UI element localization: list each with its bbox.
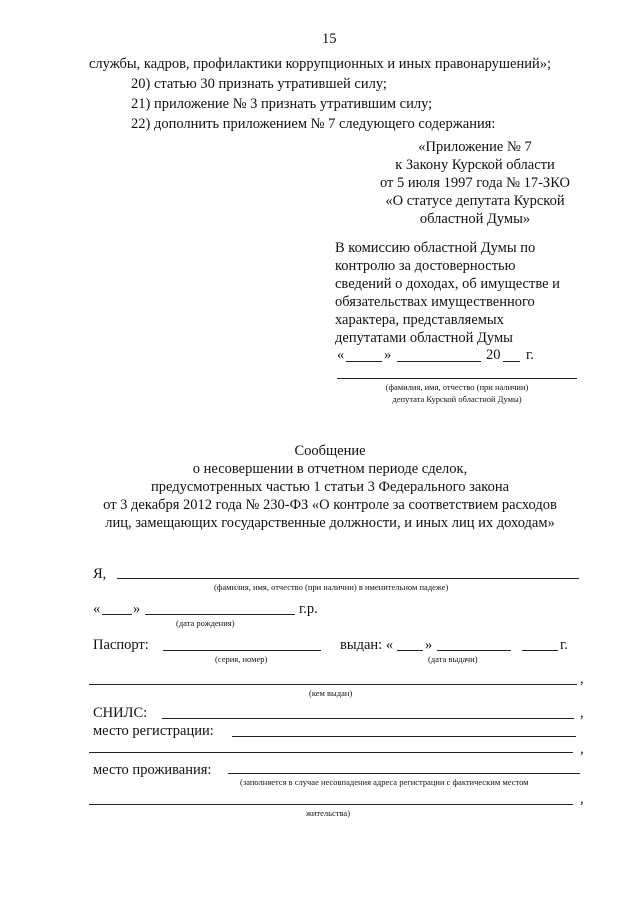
fio-hint: (фамилия, имя, отчество (при наличии) в именительном падеже) <box>214 582 449 592</box>
issued-by-field[interactable] <box>89 684 577 685</box>
sender-name-field[interactable] <box>337 378 577 379</box>
issued-month-field[interactable] <box>437 650 511 651</box>
appendix-header <box>355 138 595 228</box>
appendix-header-line-2: к Закону Курской области <box>395 157 555 173</box>
message-title <box>60 442 600 532</box>
addressee-line-1: В комиссию областной Думы по <box>335 240 536 256</box>
issued-by-comma: , <box>580 671 584 687</box>
issued-label: выдан: « <box>340 637 394 653</box>
appendix-header-line-5: областной Думы» <box>419 211 531 227</box>
snils-field[interactable] <box>162 718 574 719</box>
item-21: 21) приложение № 3 признать утратившим силу; <box>131 96 433 112</box>
i-label: Я, <box>93 566 107 582</box>
birth-close: » <box>133 601 141 617</box>
issued-hint: (дата выдачи) <box>428 654 478 664</box>
passport-number-field[interactable] <box>163 650 321 651</box>
body-line-1: службы, кадров, профилактики коррупционных и иных правонарушений»; <box>89 56 552 72</box>
sender-hint-line-2: депутата Курской областной Думы) <box>392 394 522 404</box>
addressee-month-field[interactable] <box>397 361 481 362</box>
addressee-date-open: « <box>337 347 345 363</box>
addressee-line-6: депутатами областной Думы <box>335 330 513 346</box>
appendix-header-line-4: «О статусе депутата Курской <box>385 193 565 209</box>
item-20: 20) статью 30 признать утратившей силу; <box>131 76 387 92</box>
res-hint-2: жительства) <box>306 808 351 818</box>
res-field-2[interactable] <box>89 804 573 805</box>
res-hint-1: (заполняется в случае несовпадения адреса регистрации с фактическим местом <box>240 777 529 787</box>
appendix-header-line-3: от 5 июля 1997 года № 17-ЗКО <box>380 175 570 191</box>
birth-hint: (дата рождения) <box>176 618 235 628</box>
snils-comma: , <box>580 705 584 721</box>
issued-year-suffix: г. <box>560 637 568 653</box>
issued-close: » <box>425 637 433 653</box>
addressee-day-field[interactable] <box>346 361 382 362</box>
title-line-5: лиц, замещающих государственные должности, и иных лиц их доходам» <box>105 515 555 531</box>
birth-day-field[interactable] <box>102 614 132 615</box>
item-22: 22) дополнить приложением № 7 следующего содержания: <box>131 116 496 132</box>
title-line-2: о несовершении в отчетном периоде сделок, <box>192 461 468 477</box>
fio-field[interactable] <box>117 578 579 579</box>
title-line-1: Сообщение <box>294 443 366 459</box>
sender-hint-line-1: (фамилия, имя, отчество (при наличии) <box>385 382 529 392</box>
reg-label: место регистрации: <box>93 723 214 739</box>
reg-comma: , <box>580 741 584 757</box>
reg-field-2[interactable] <box>89 752 573 753</box>
addressee-year-field[interactable] <box>503 361 520 362</box>
addressee-year-suffix: г. <box>526 347 534 363</box>
res-label: место проживания: <box>93 762 212 778</box>
res-comma: , <box>580 791 584 807</box>
snils-label: СНИЛС: <box>93 705 148 721</box>
birth-suffix: г.р. <box>299 601 318 617</box>
passport-hint: (серия, номер) <box>215 654 268 664</box>
addressee-line-4: обязательствах имущественного <box>335 294 535 310</box>
addressee-line-2: контролю за достоверностью <box>335 258 516 274</box>
passport-label: Паспорт: <box>93 637 149 653</box>
page-number: 15 <box>322 31 337 47</box>
addressee-year-prefix: 20 <box>486 347 501 363</box>
reg-field-1[interactable] <box>232 736 576 737</box>
addressee-line-5: характера, представляемых <box>335 312 504 328</box>
title-line-4: от 3 декабря 2012 года № 230-ФЗ «О контроле за соответствием расходов <box>103 497 557 513</box>
issued-year-field[interactable] <box>522 650 558 651</box>
appendix-header-line-1: «Приложение № 7 <box>418 139 532 155</box>
issued-day-field[interactable] <box>397 650 423 651</box>
birth-month-year-field[interactable] <box>145 614 295 615</box>
res-field-1[interactable] <box>228 773 580 774</box>
title-line-3: предусмотренных частью 1 статьи 3 Федерального закона <box>150 479 510 495</box>
addressee-date-close: » <box>384 347 392 363</box>
addressee-line-3: сведений о доходах, об имуществе и <box>335 276 560 292</box>
birth-open: « <box>93 601 101 617</box>
issued-by-hint: (кем выдан) <box>309 688 353 698</box>
